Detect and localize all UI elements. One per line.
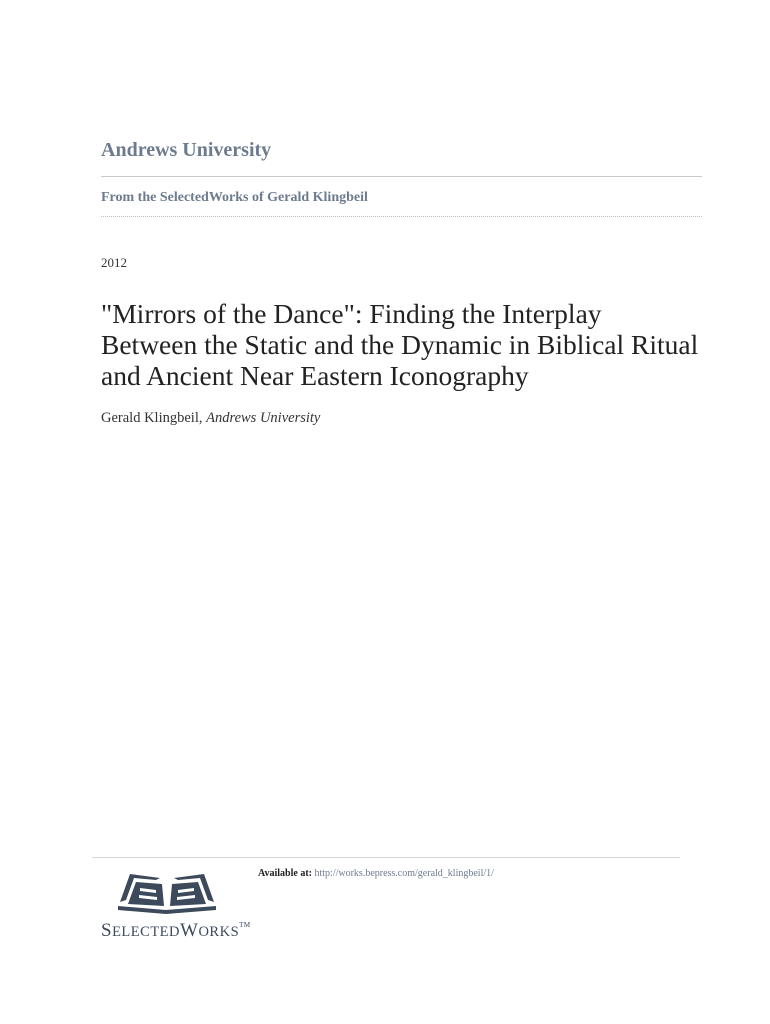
author-name: Gerald Klingbeil, [101, 410, 203, 426]
author-affiliation: Andrews University [206, 410, 321, 426]
availability-url-link[interactable]: http://works.bepress.com/gerald_klingbeil/1/ [314, 868, 494, 879]
publication-year: 2012 [101, 255, 127, 270]
selectedworks-logo-text: SELECTEDWORKS™ [101, 920, 251, 941]
dotted-divider [101, 216, 702, 217]
availability-line [258, 868, 494, 879]
available-label: Available at: [258, 868, 312, 879]
document-title: "Mirrors of the Dance": Finding the Interplay Between the Static and the Dynamic in Biblical Ritual and Ancient Near Eastern Iconography [101, 298, 699, 391]
author-line [101, 410, 320, 427]
header-divider [101, 176, 702, 177]
institution-name[interactable]: Andrews University [101, 139, 272, 161]
open-book-logo-icon [116, 866, 220, 918]
footer-divider [92, 857, 680, 858]
collection-link[interactable]: From the SelectedWorks of Gerald Klingbeil [101, 190, 368, 205]
